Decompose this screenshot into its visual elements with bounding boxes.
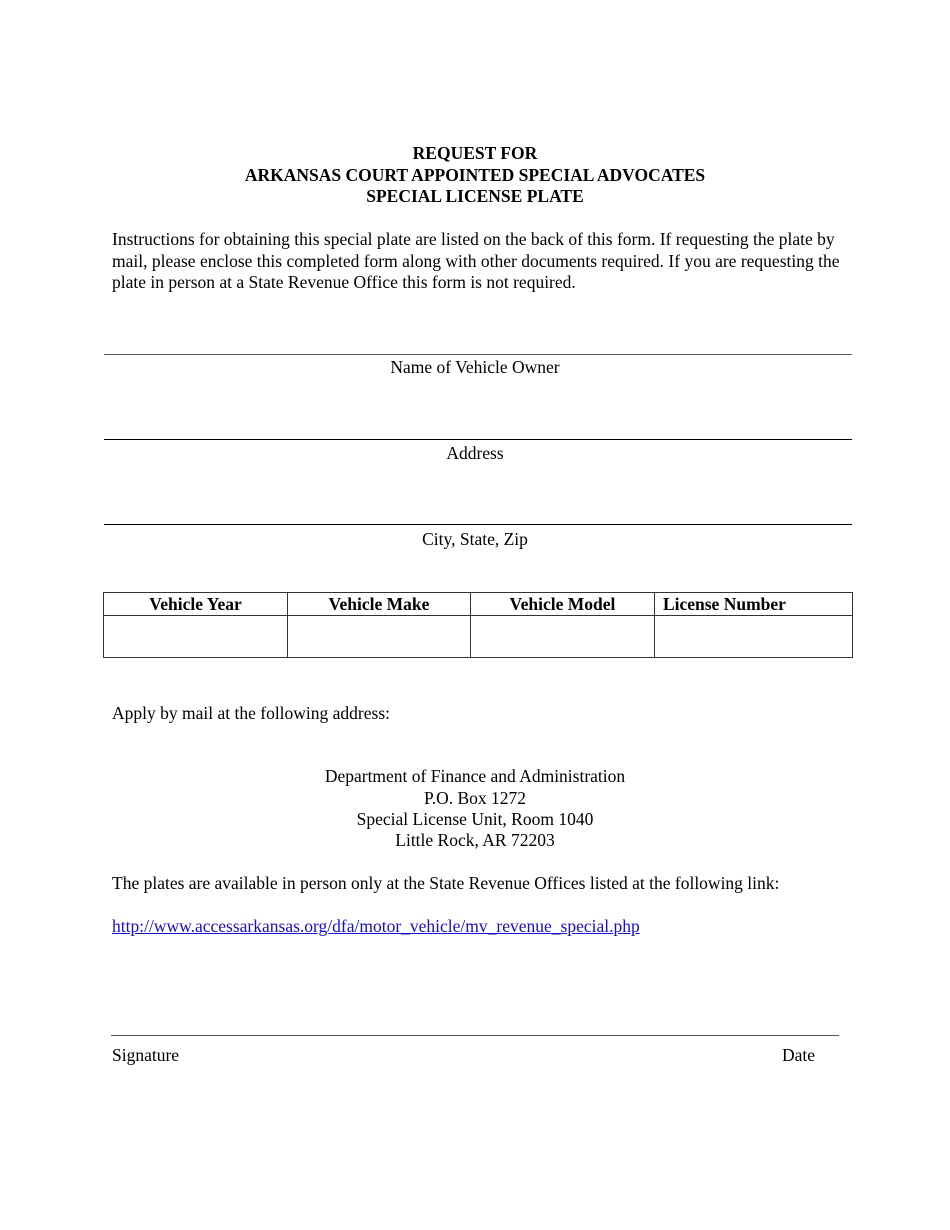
license-number-header: License Number <box>654 593 852 616</box>
mail-address-line-3: Special License Unit, Room 1040 <box>356 809 594 829</box>
form-title-line-1: REQUEST FOR <box>412 143 538 163</box>
signature-label: Signature <box>112 1045 180 1065</box>
address-label: Address <box>446 443 504 463</box>
revenue-offices-link[interactable]: http://www.accessarkansas.org/dfa/motor_vehicle/mv_revenue_special.php <box>112 916 640 936</box>
address-input-line[interactable] <box>104 439 852 440</box>
signature-input-line[interactable] <box>111 1035 839 1036</box>
date-label: Date <box>782 1045 816 1065</box>
mail-address-line-1: Department of Finance and Administration <box>324 766 626 786</box>
vehicle-model-cell[interactable] <box>470 616 654 658</box>
vehicle-info-table <box>103 592 853 658</box>
mail-intro-text: Apply by mail at the following address: <box>112 703 391 723</box>
vehicle-make-header: Vehicle Make <box>287 593 470 616</box>
license-number-cell[interactable] <box>654 616 852 658</box>
vehicle-table-entry-row <box>104 616 853 658</box>
vehicle-year-header: Vehicle Year <box>104 593 288 616</box>
mail-address-line-2: P.O. Box 1272 <box>423 788 527 808</box>
mail-address-line-4: Little Rock, AR 72203 <box>395 830 555 850</box>
city-state-zip-label: City, State, Zip <box>422 529 528 549</box>
vehicle-model-header: Vehicle Model <box>470 593 654 616</box>
instructions-paragraph: Instructions for obtaining this special plate are listed on the back of this form. If requesting the plate by mail, please enclose this completed form along with other documents required. If you are requesting the plate in person at a State Revenue Office this form is not required. <box>112 229 840 292</box>
form-title-line-3: SPECIAL LICENSE PLATE <box>366 186 584 206</box>
form-title-line-2: ARKANSAS COURT APPOINTED SPECIAL ADVOCATES <box>244 165 706 185</box>
vehicle-year-cell[interactable] <box>104 616 288 658</box>
city-state-zip-input-line[interactable] <box>104 524 852 525</box>
vehicle-make-cell[interactable] <box>287 616 470 658</box>
vehicle-table-header-row <box>104 593 853 616</box>
in-person-text: The plates are available in person only at the State Revenue Offices listed at the following link: <box>112 873 780 893</box>
owner-name-input-line[interactable] <box>104 354 852 355</box>
owner-name-label: Name of Vehicle Owner <box>390 357 560 377</box>
